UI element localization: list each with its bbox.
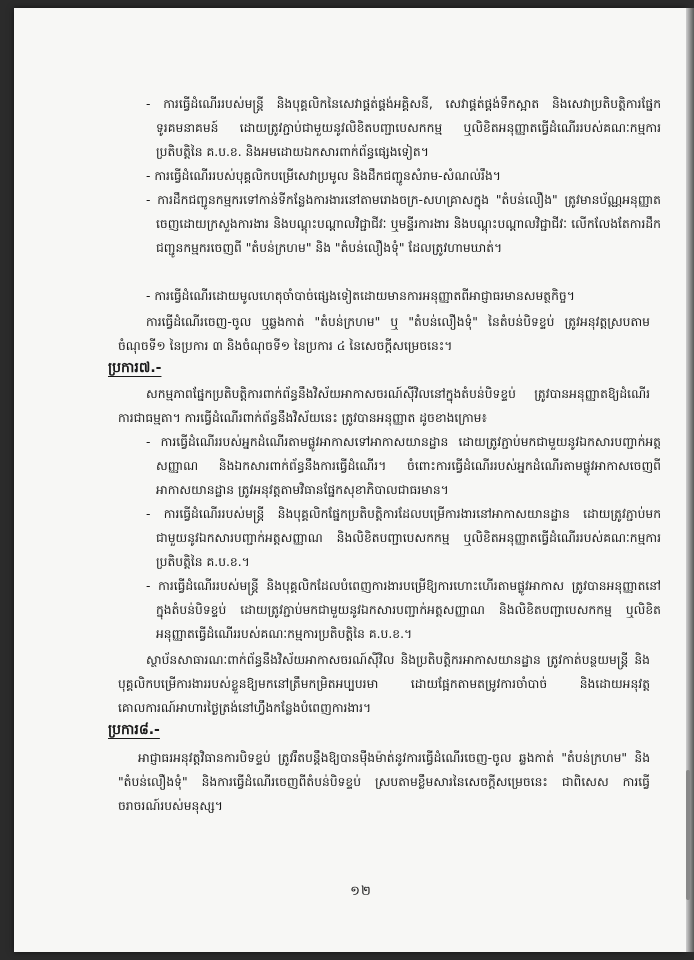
bullet-item: - ការធ្វើដំណើររបស់មន្ត្រី និងបុគ្គលិកដែលបំពេញការងារបម្រើឱ្យការហោះហើរតាមផ្លូវអាកាស ត្រូវបានអនុញ្ញាតនៅក្នុងតំបន់បិទខ្ទប់ ដោយត្រូវភ្ជាប់មកជាមួយនូវឯកសារបញ្ជាក់អត្តសញ្ញាណ និងលិខិតបញ្ជាបេសកកម្ម ឬលិខិតអនុញ្ញាតធ្វើដំណើររបស់គណៈកម្មការប្រតិបត្តិនៃ គ.ប.ខ.។ <box>146 579 661 641</box>
bullet-item: - ការធ្វើដំណើររបស់អ្នកដំណើរតាមផ្លូវអាកាសទៅអាកាសយានដ្ឋាន ដោយត្រូវភ្ជាប់មកជាមួយនូវឯកសារបញ្ជាក់អត្តសញ្ញាណ និងឯកសារពាក់ព័ន្ធនឹងការធ្វើដំណើរ។ ចំពោះការធ្វើដំណើររបស់អ្នកដំណើរតាមផ្លូវអាកាសចេញពីអាកាសយានដ្ឋាន ត្រូវអនុវត្តតាមវិធានផ្នែកសុខាភិបាលជាធរមាន។ <box>146 435 661 497</box>
page-number: ១២ <box>350 884 372 899</box>
body-paragraph: ការធ្វើដំណើរចេញ-ចូល ឬឆ្លងកាត់ "តំបន់ក្រហម" ឬ "តំបន់លឿងទុំ" នៃតំបន់បិទខ្ទប់ ត្រូវអនុវត្តស្របតាមចំណុចទី១ នៃប្រការ ៣ និងចំណុចទី១ នៃប្រការ ៤ នៃសេចក្តីសម្រេចនេះ។ <box>118 315 650 353</box>
bullet-item: - ការធ្វើដំណើរដោយមូលហេតុចាំបាច់ផ្សេងទៀតដោយមានការអនុញ្ញាតពីអាជ្ញាធរមានសមត្ថកិច្ច។ <box>146 289 575 303</box>
body-paragraph: សកម្មភាពផ្នែកប្រតិបត្តិការពាក់ព័ន្ធនឹងវិស័យអាកាសចរណ៍ស៊ីវិលនៅក្នុងតំបន់បិទខ្ទប់ ត្រូវបានអនុញ្ញាតឱ្យដំណើរការជាធម្មតា។ ការធ្វើដំណើរពាក់ព័ន្ធនឹងវិស័យនេះ ត្រូវបានអនុញ្ញាត ដូចខាងក្រោម៖ <box>118 387 650 425</box>
bullet-item: - ការធ្វើដំណើររបស់បុគ្គលិកបម្រើសេវាប្រមូល និងដឹកជញ្ជូនសំរាម-សំណល់រឹង។ <box>146 169 501 183</box>
document-page <box>14 8 686 952</box>
bullet-item: - ការធ្វើដំណើររបស់មន្ត្រី និងបុគ្គលិកផ្នែកប្រតិបត្តិការដែលបម្រើការងារនៅអាកាសយានដ្ឋាន ដោយត្រូវភ្ជាប់មកជាមួយនូវឯកសារបញ្ជាក់អត្តសញ្ញាណ និងលិខិតបញ្ជាបេសកកម្ម ឬលិខិតអនុញ្ញាតធ្វើដំណើររបស់គណៈកម្មការប្រតិបត្តិនៃ គ.ប.ខ.។ <box>146 507 661 569</box>
page-content <box>14 8 686 952</box>
body-paragraph: អាជ្ញាធរអនុវត្តវិធានការបិទខ្ទប់ ត្រូវរឹតបន្តឹងឱ្យបានម៉ឺងម៉ាត់នូវការធ្វើដំណើរចេញ-ចូល ឆ្លងកាត់ "តំបន់ក្រហម" និង "តំបន់លឿងទុំ" និងការធ្វើដំណើរចេញពីតំបន់បិទខ្ទប់ ស្របតាមខ្លឹមសារនៃសេចក្តីសម្រេចនេះ ជាពិសេស ការធ្វើចរាចរណ៍របស់មនុស្ស។ <box>118 751 650 813</box>
bullet-item: - ការធ្វើដំណើររបស់មន្ត្រី និងបុគ្គលិកនៃសេវាផ្គត់ផ្គង់អគ្គិសនី, សេវាផ្គត់ផ្គង់ទឹកស្អាត និងសេវាប្រតិបត្តិការផ្នែកទូរគមនាគមន៍ ដោយត្រូវភ្ជាប់ជាមួយនូវលិខិតបញ្ជាបេសកកម្ម ឬលិខិតអនុញ្ញាតធ្វើដំណើររបស់គណៈកម្មការប្រតិបត្តិនៃ គ.ប.ខ. និងអមដោយឯកសារពាក់ព័ន្ធផ្សេងទៀត។ <box>146 97 661 159</box>
bullet-item: - ការដឹកជញ្ជូនកម្មករទៅកាន់ទីកន្លែងការងារនៅតាមរោងចក្រ-សហគ្រាសក្នុង "តំបន់លឿង" ត្រូវមានប័ណ្ណអនុញ្ញាតចេញដោយក្រសួងការងារ និងបណ្តុះបណ្តាលវិជ្ជាជីវៈ ឬមន្ទីរការងារ និងបណ្តុះបណ្តាលវិជ្ជាជីវៈ លើកលែងតែការដឹកជញ្ជូនកម្មករចេញពី "តំបន់ក្រហម" និង "តំបន់លឿងទុំ" ដែលត្រូវហាមឃាត់។ <box>146 193 661 255</box>
article-heading: ប្រការ៧.- <box>108 360 162 376</box>
body-paragraph: ស្ថាប័នសាធារណៈពាក់ព័ន្ធនឹងវិស័យអាកាសចរណ៍ស៊ីវិល និងប្រតិបត្តិករអាកាសយានដ្ឋាន ត្រូវកាត់បន្ថយមន្ត្រី និងបុគ្គលិកបម្រើការងាររបស់ខ្លួនឱ្យមកនៅត្រឹមកម្រិតអប្បបរមា ដោយផ្អែកតាមតម្រូវការចាំបាច់ និងដោយអនុវត្តគោលការណ៍អាហារថ្ងៃត្រង់នៅហ្វឹងកន្លែងបំពេញការងារ។ <box>118 653 650 715</box>
article-heading: ប្រការ៨.- <box>108 722 160 738</box>
scrollbar[interactable] <box>686 770 690 900</box>
